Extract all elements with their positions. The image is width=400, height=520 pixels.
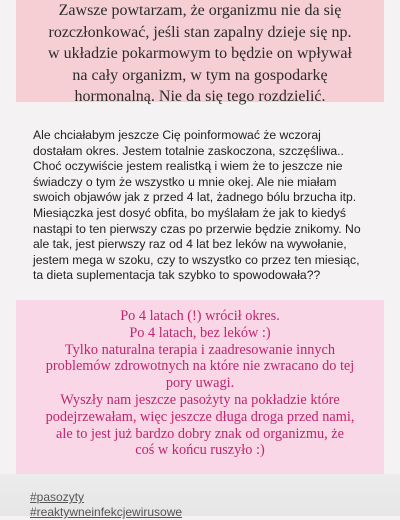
message-line: ta dieta suplementacja tak szybko to spowodowała?? [33,268,321,283]
hashtag-link[interactable]: #reaktywneinfekcjewirusowe [30,505,183,519]
highlight-line: ale to jest już bardzo dobry znak od organizmu, że [56,425,344,442]
quote-line: hormonalną. Nie da się tego rozdzielić. [74,88,326,105]
quote-line: w układzie pokarmowym to będzie on wpływał [48,45,352,62]
message-line: Ale chciałabym jeszcze Cię poinformować że wczoraj [33,128,321,142]
message-line: Miesiączka jest dosyć obfita, bo myślałam że jak to kiedyś [33,205,346,220]
message-line: świadczy o tym że wszystko u mnie okej. Ale nie miałam [33,174,337,189]
highlight-line: pory uwagi. [165,375,235,392]
message-line: dostałam okres. Jestem totalnie zaskoczona, szczęśliwa.. [33,143,344,158]
highlight-line: Wyszły nam jeszcze pasożyty na pokładzie które [60,391,340,408]
client-message [33,128,378,284]
quote-line: rozczłonkować, jeśli stan zapalny dzieje się np. [48,23,352,41]
highlight-line: Po 4 latach (!) wrócił okres. [120,308,280,324]
hashtag-link[interactable]: #pasozyty [30,490,85,504]
highlight-line: coś w końcu ruszyło :) [135,442,265,459]
quote-line: Zawsze powtarzam, że organizmu nie da się [58,2,342,19]
highlight-line: podejrzewałam, więc jeszcze długa droga przed nami, [45,408,355,425]
message-line: jestem mega w szoku, czy to wszystko co przez ten miesiąc, [33,252,360,267]
message-line: swoich objawów jak z przed 4 lat, żadnego bólu brzucha itp. [33,190,357,205]
highlight-line: problemów zdrowotnych na które nie zwracano do tej [45,358,355,375]
message-line: nastąpi to ten pierwszy czas po przerwie będzie znikomy. No [33,221,361,236]
message-line: Choć oczywiście jestem realistką i wiem że to jeszcze nie [33,159,343,174]
quote-line: na cały organizm, w tym na gospodarkę [72,66,328,84]
highlight-line: Tylko naturalna terapia i zaadresowanie innych [64,341,336,358]
highlight-line: Po 4 latach, bez leków :) [129,324,271,341]
quote-card-top [16,0,384,105]
message-line: ale tak, jest pierwszy raz od 4 lat bez leków na wywołanie, [33,237,347,252]
highlight-card [16,300,384,490]
